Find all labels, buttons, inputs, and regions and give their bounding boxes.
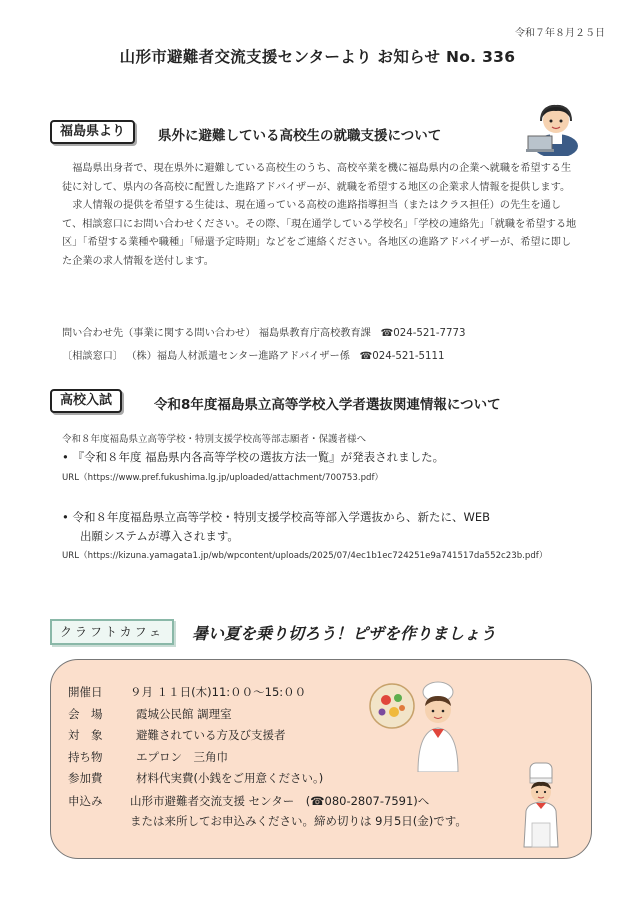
event-apply-value: 山形市避難者交流支援 センター (☎080-2807-7591)へ xyxy=(130,794,430,808)
section-title-exam: 令和8年度福島県立高等学校入学者選抜関連情報について xyxy=(154,397,501,413)
event-items-value: エプロン 三角巾 xyxy=(136,750,228,764)
fukushima-body xyxy=(62,160,580,271)
contact-2-org: （株）福島人材派遣センター進路アドバイザー係 xyxy=(126,351,350,362)
event-fee-value: 材料代実費(小銭をご用意ください。) xyxy=(136,771,324,785)
event-items-label: 持ち物 xyxy=(68,750,103,764)
contact-2-label: 〔相談窓口〕 xyxy=(62,351,124,362)
event-venue-label: 会 場 xyxy=(68,707,103,721)
bullet-icon: • xyxy=(62,450,73,464)
event-apply-label: 申込み xyxy=(68,794,103,808)
fukushima-paragraph-2: 求人情報の提供を希望する生徒は、現在通っている高校の進路指導担当（またはクラス担任）の先生を通して、相談窓口にお問い合わせください。その際、「現在通学している学校名」「学校の連絡先」「就職を希望する地区」「希望する業種や職種」「帰還予定時期」などをご連絡ください。各地区の進路アドバイザーが、希望に即した企業の求人情報を送付します。 xyxy=(62,200,577,267)
contact-1 xyxy=(62,324,465,339)
event-target-label: 対 象 xyxy=(68,728,103,742)
event-apply-line2: または来所してお申込みください。締め切りは 9月5日(金)です。 xyxy=(130,814,467,828)
section-title-fukushima: 県外に避難している高校生の就職支援について xyxy=(158,128,442,144)
section-title-craft: 暑い夏を乗り切ろう！ピザを作りましょう xyxy=(192,624,497,643)
section-tag-craft: クラフトカフェ xyxy=(50,619,174,645)
exam-url-1[interactable]: URL（https://www.pref.fukushima.lg.jp/uploaded/attachment/700753.pdf） xyxy=(62,473,384,483)
event-target-value: 避難されている方及び支援者 xyxy=(136,728,286,742)
bullet-icon: • xyxy=(62,510,73,524)
contact-1-org: 福島県教育庁高校教育課 xyxy=(258,328,371,339)
event-date-label: 開催日 xyxy=(68,685,103,699)
exam-bullet-2: • 令和８年度福島県立高等学校・特別支援学校高等部入学選抜から、新たに、WEB xyxy=(62,510,490,524)
event-date-value: ９月 １１日(木)11:００～15:００ xyxy=(130,685,307,699)
contact-1-label: 問い合わせ先（事業に関する問い合わせ） xyxy=(62,328,256,339)
exam-url-2[interactable]: URL（https://kizuna.yamagata1.jp/wb/wpcontent/uploads/2025/07/4ec1b1ec724251e9a741517da552c23b.pdf） xyxy=(62,551,548,561)
page-title: 山形市避難者交流支援センターより お知らせ No. 336 xyxy=(119,48,516,66)
chef-illustration xyxy=(518,761,564,849)
exam-bullet-2-cont: 出願システムが導入されます。 xyxy=(80,529,239,543)
contact-2-tel: ☎024-521-5111 xyxy=(359,351,445,362)
issue-date: 令和７年８月２５日 xyxy=(515,28,605,39)
contact-1-tel: ☎024-521-7773 xyxy=(380,328,466,339)
section-tag-fukushima: 福島県より xyxy=(50,120,135,144)
event-venue-value: 霞城公民館 調理室 xyxy=(136,707,232,721)
exam-bullet-1: • 『令和８年度 福島県内各高等学校の選抜方法一覧』が発表されました。 xyxy=(62,450,445,464)
fukushima-paragraph-1: 福島県出身者で、現在県外に避難している高校生のうち、高校卒業を機に福島県内の企業へ就職を希望する生徒に対して、県内の各高校に配置した進路アドバイザーが、就職を希望する地区の企業求人情報を提供します。 xyxy=(62,163,572,193)
section-tag-exam: 高校入試 xyxy=(50,389,122,413)
exam-audience: 令和８年度福島県立高等学校・特別支援学校高等部志願者・保護者様へ xyxy=(62,434,367,445)
event-fee-label: 参加費 xyxy=(68,771,103,785)
chef-with-food-illustration xyxy=(366,672,476,772)
contact-2 xyxy=(62,347,444,362)
operator-illustration xyxy=(526,96,586,156)
